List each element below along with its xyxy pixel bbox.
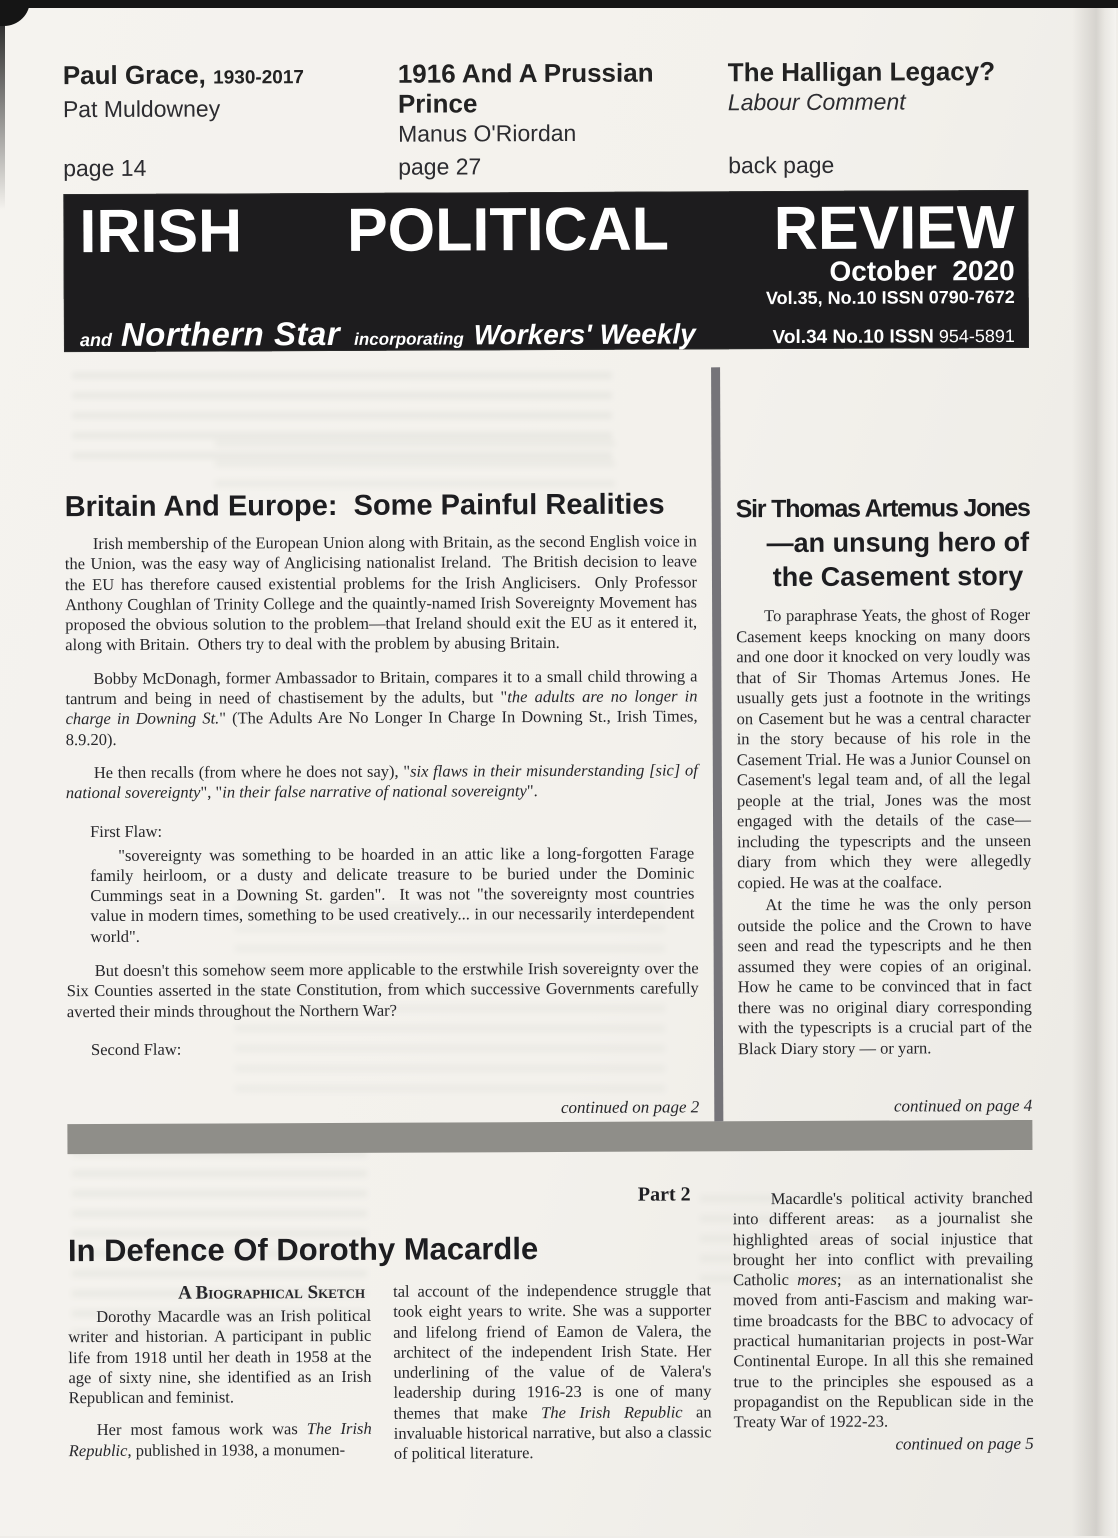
feature-column-2 [393, 1280, 712, 1476]
feature-columns [68, 1280, 714, 1477]
paragraph: Irish membership of the European Union along with Britain, as the second English voice in the Union, was the easy way of Anglicising nationalist Ireland. The British decision to leave the EU has therefore caused existential problems for the Irish Anglicisers. Only Professor Anthony Coughlan of Trinity College and the quaintly-named Irish Sovereignty Movement has proposed the obvious solution to the problem—that Ireland should exit the EU as it entered it, along with Britain. Others try to deal with the problem by abusing Britain. [65, 531, 698, 656]
text-segment: " (The Adults Are No Longer In Charge In Downing St., Irish Times, 8.9.20). [66, 707, 702, 749]
teaser-dates: 1930-2017 [213, 67, 304, 88]
issue-date: October 2020 [80, 256, 1015, 290]
feature-title: In Defence Of Dorothy Macardle [68, 1230, 713, 1269]
lead-article [64, 367, 699, 1124]
teaser-halligan-legacy [728, 56, 1029, 179]
side-article [735, 366, 1032, 1121]
paragraph [733, 1188, 1034, 1433]
feature-left-area [68, 1177, 714, 1477]
text-segment: tal account of the independence struggle that took eight years to write. She was a supporter and lifelong friend of Eamon de Valera, the architect of the independent Irish State. Her underlining of the value of de Valera's leadership during 1916-23 is one of many themes that make [393, 1280, 716, 1422]
workers-weekly-title: Workers' Weekly [474, 318, 696, 351]
feature-column-3 [733, 1176, 1034, 1475]
text-segment: Her most famous work was [97, 1420, 307, 1440]
text-segment: an invaluable historical narrative, but also a classic of political literature. [394, 1402, 716, 1463]
teaser-page-ref: page 27 [398, 152, 728, 180]
text-segment-italic: The Irish Republic [541, 1402, 683, 1422]
text-segment: ". [527, 781, 538, 800]
northern-star-title: Northern Star [121, 315, 340, 354]
masthead [63, 190, 1029, 352]
issn-line: Vol.35, No.10 ISSN 0790-7672 [80, 286, 1015, 312]
title-word: IRISH [79, 197, 242, 264]
teaser-byline: Manus O'Riordan [398, 117, 728, 148]
flaw-label: Second Flaw: [91, 1037, 695, 1060]
paragraph [69, 1419, 372, 1461]
text-segment: ; as an internationalist she moved from anti-Fascism and making war-time broadcasts for the BBC to advocacy of practical humanitarian projects in post-War Continental Europe. In all this she remained true to the principles she espoused as a propagandist on the Republican side in the Treaty War of 1922-23. [733, 1269, 1038, 1431]
text-segment-italic: mores [797, 1270, 837, 1289]
continued-on-page-5: continued on page 5 [734, 1433, 1034, 1454]
text-segment: Bobby McDonagh, former Ambassador to Britain, compares it to a small child throwing a tantrum and being in need of chastisement by the adults, but " [65, 666, 701, 708]
paragraph: Dorothy Macardle was an Irish political writer and historian. A participant in public life from 1918 until her death in 1958 at the age of sixty nine, she identified as an Irish Republican and feminist. [68, 1306, 371, 1409]
teaser-byline: Labour Comment [728, 86, 1028, 117]
ns-issn-number: 954-5891 [939, 326, 1015, 346]
text-segment: He then recalls (from where he does not say), " [94, 762, 410, 782]
teaser-page-ref: back page [728, 151, 1028, 179]
paragraph: To paraphrase Yeats, the ghost of Roger Casement keeps knocking on many doors and one door it knocked on very loudly was that of Sir Thomas Artemus Jones. He usually gets just a footnote in the writings on Casement but he was a central character in the story because of his role in the Casement Trial. He was a Junior Counsel on Casement's legal team and, of all the legal people at the trial, Jones was the most engaged with the details of the case—including the typescripts and the unseen diary from which they were allegedly copied. He was at the coalface. [736, 605, 1031, 893]
paragraph [393, 1280, 712, 1464]
scanner-edge-top [0, 0, 1118, 8]
part-label: Part 2 [68, 1183, 713, 1209]
front-page-teasers [63, 56, 1029, 182]
teaser-title [63, 59, 398, 94]
publication-title [79, 194, 1014, 264]
paragraph: At the time he was the only person outside the police and the Crown to have seen and read the typescripts and he then assumed they were copies of an original. How he came to be convinced that in fact there was no original diary corresponding with the typescripts is a crucial part of the Black Diary story — or yarn. [737, 894, 1032, 1059]
column-divider-rule [711, 367, 723, 1121]
side-title-line: the Casement story [736, 559, 1030, 594]
section-divider-bar [67, 1120, 1032, 1154]
teaser-byline: Pat Muldowney [63, 93, 398, 124]
side-title-line: —an unsung hero of [736, 525, 1030, 560]
first-flaw-block [90, 817, 695, 961]
teaser-prussian-prince [398, 57, 729, 180]
title-word: POLITICAL [347, 196, 669, 263]
paragraph: But doesn't this somehow seem more applicable to the erstwhile Irish sovereignty over the Six Counties asserted in the state Constitution, from which successive Governments carefully averted their minds throughout the Northern War? [67, 958, 699, 1022]
continued-on-page-2: continued on page 2 [67, 1097, 699, 1124]
teaser-paul-grace [63, 59, 399, 182]
text-segment-italic: the adults are no longer in charge in Downing St. [66, 686, 702, 728]
flaw-label: First Flaw: [90, 819, 694, 842]
side-title-line: Sir Thomas Artemus Jones [736, 492, 1030, 526]
text-segment: , published in 1938, a monumen- [127, 1440, 345, 1460]
teaser-page-ref: page 14 [63, 154, 398, 182]
side-article-title [736, 492, 1030, 594]
continued-on-page-4: continued on page 4 [738, 1096, 1032, 1121]
incorporating-label: incorporating [354, 329, 464, 349]
ns-volume: Vol.34 No.10 ISSN [773, 326, 934, 348]
quote-paragraph: "sovereignty was something to be hoarded in an attic like a long-forgotten Farage family heirloom, or a dusty and delicate treasure to be buried under the Dominic Cummings seat in a Downing St. garden". It was not "the sovereignty most countries value in modern times, something to be used creatively... in our necessarily interdependent world". [90, 843, 694, 947]
and-label: and [80, 330, 112, 351]
masthead-subtitle [80, 312, 1015, 354]
teaser-title-text: Paul Grace, [63, 60, 206, 91]
feature-column-1 [68, 1282, 372, 1478]
text-segment-italic: in their false narrative of national sovereignty [222, 781, 527, 801]
main-articles-area [64, 366, 1032, 1124]
scanner-edge-left [0, 0, 5, 210]
paragraph [65, 666, 697, 750]
northern-star-issn [773, 326, 1015, 349]
teaser-title: 1916 And A Prussian Prince [398, 57, 728, 118]
feature-article [68, 1176, 1034, 1478]
text-segment-italic: The Irish Republic [69, 1419, 376, 1460]
text-segment: ", " [200, 783, 222, 802]
paragraph [66, 760, 698, 803]
text-segment-italic: six flaws in their misunderstanding [sic] of national sovereignty [66, 760, 702, 802]
second-flaw-block [91, 1035, 695, 1064]
teaser-title: The Halligan Legacy? [728, 56, 1028, 87]
text-segment: Macardle's political activity branched into different areas: as a journalist she highlighted areas of social injustice that brought her into conflict with prevailing Catholic [733, 1188, 1037, 1290]
title-word: REVIEW [774, 194, 1015, 261]
lead-article-title: Britain And Europe: Some Painful Realities [65, 487, 697, 524]
biographical-sketch-heading: A Biographical Sketch [68, 1282, 371, 1305]
